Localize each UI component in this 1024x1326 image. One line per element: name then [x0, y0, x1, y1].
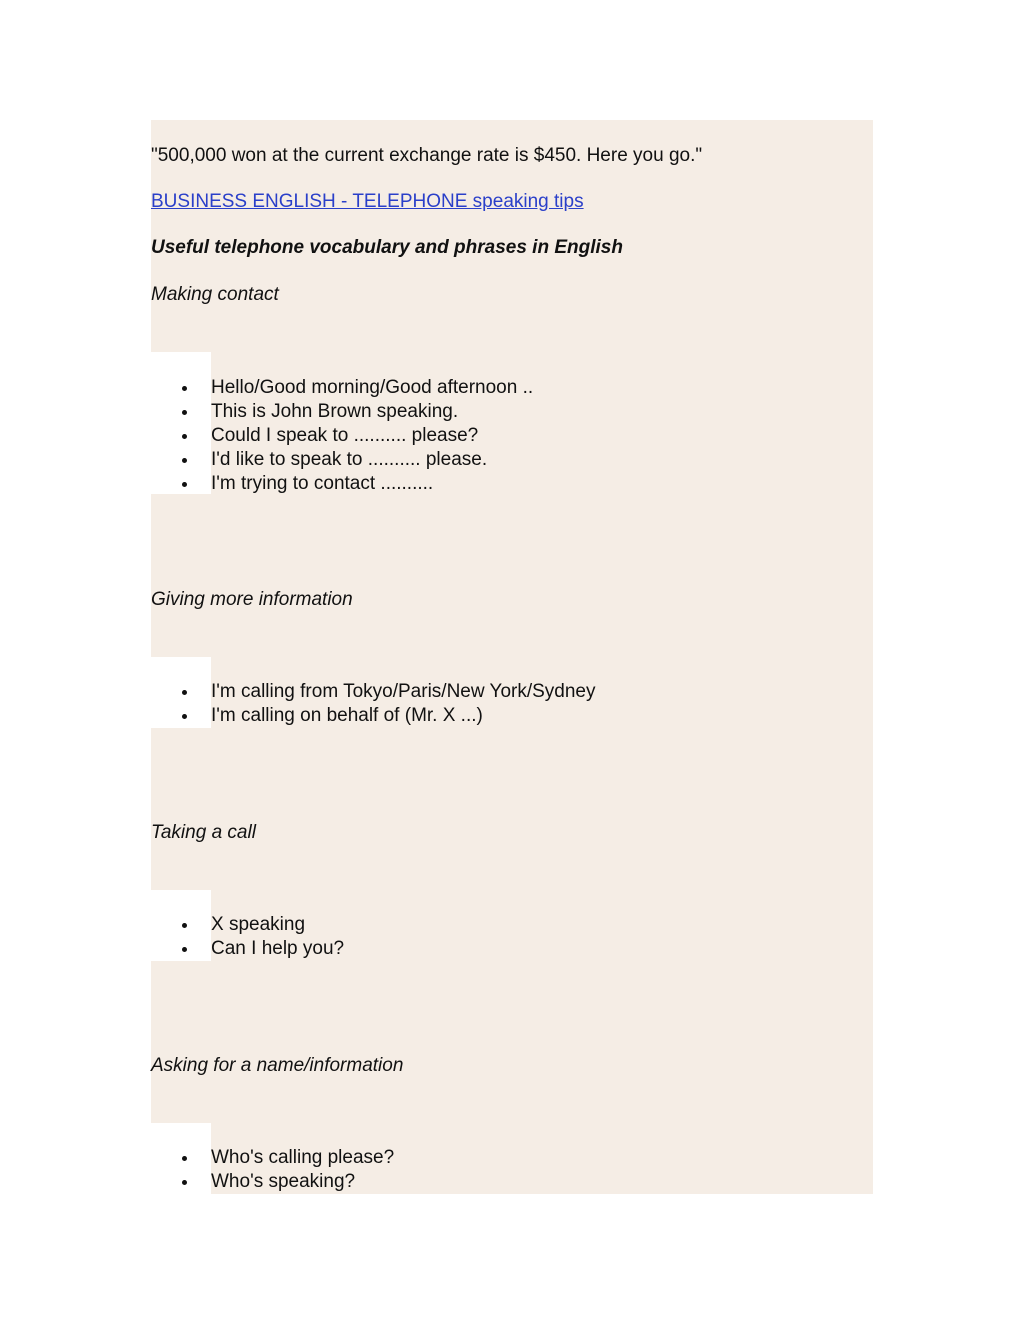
bullet-icon — [182, 410, 187, 415]
list-item: I'm trying to contact .......... — [151, 472, 533, 496]
bullet-icon — [182, 947, 187, 952]
bullet-icon — [182, 690, 187, 695]
list-item: Hello/Good morning/Good afternoon .. — [151, 376, 533, 400]
bullet-icon — [182, 714, 187, 719]
bullet-icon — [182, 1180, 187, 1185]
bullet-icon — [182, 386, 187, 391]
list-item: Who's speaking? — [151, 1170, 394, 1194]
list-item: Can I help you? — [151, 937, 344, 961]
section-title-asking-for-name: Asking for a name/information — [151, 1055, 404, 1076]
bullet-icon — [182, 923, 187, 928]
content-band — [151, 961, 873, 1123]
section-title-making-contact: Making contact — [151, 284, 279, 305]
bullet-icon — [182, 482, 187, 487]
content-band — [151, 728, 873, 890]
page-heading: Useful telephone vocabulary and phrases in English — [151, 237, 623, 258]
content-band — [151, 494, 873, 657]
business-english-link[interactable]: BUSINESS ENGLISH - TELEPHONE speaking tips — [151, 191, 584, 212]
section-title-taking-a-call: Taking a call — [151, 822, 256, 843]
section-title-giving-more-information: Giving more information — [151, 589, 353, 610]
taking-call-list — [151, 913, 344, 961]
list-item: I'd like to speak to .......... please. — [151, 448, 533, 472]
list-item: X speaking — [151, 913, 344, 937]
intro-quote: "500,000 won at the current exchange rate is $450. Here you go." — [151, 145, 703, 166]
list-item: I'm calling from Tokyo/Paris/New York/Sydney — [151, 680, 596, 704]
list-item: Could I speak to .......... please? — [151, 424, 533, 448]
bullet-icon — [182, 458, 187, 463]
list-item: Who's calling please? — [151, 1146, 394, 1170]
asking-name-list — [151, 1146, 394, 1194]
list-item: This is John Brown speaking. — [151, 400, 533, 424]
list-item: I'm calling on behalf of (Mr. X ...) — [151, 704, 596, 728]
bullet-icon — [182, 434, 187, 439]
document-page — [151, 120, 873, 1194]
bullet-icon — [182, 1156, 187, 1161]
making-contact-list — [151, 376, 533, 496]
giving-information-list — [151, 680, 596, 728]
